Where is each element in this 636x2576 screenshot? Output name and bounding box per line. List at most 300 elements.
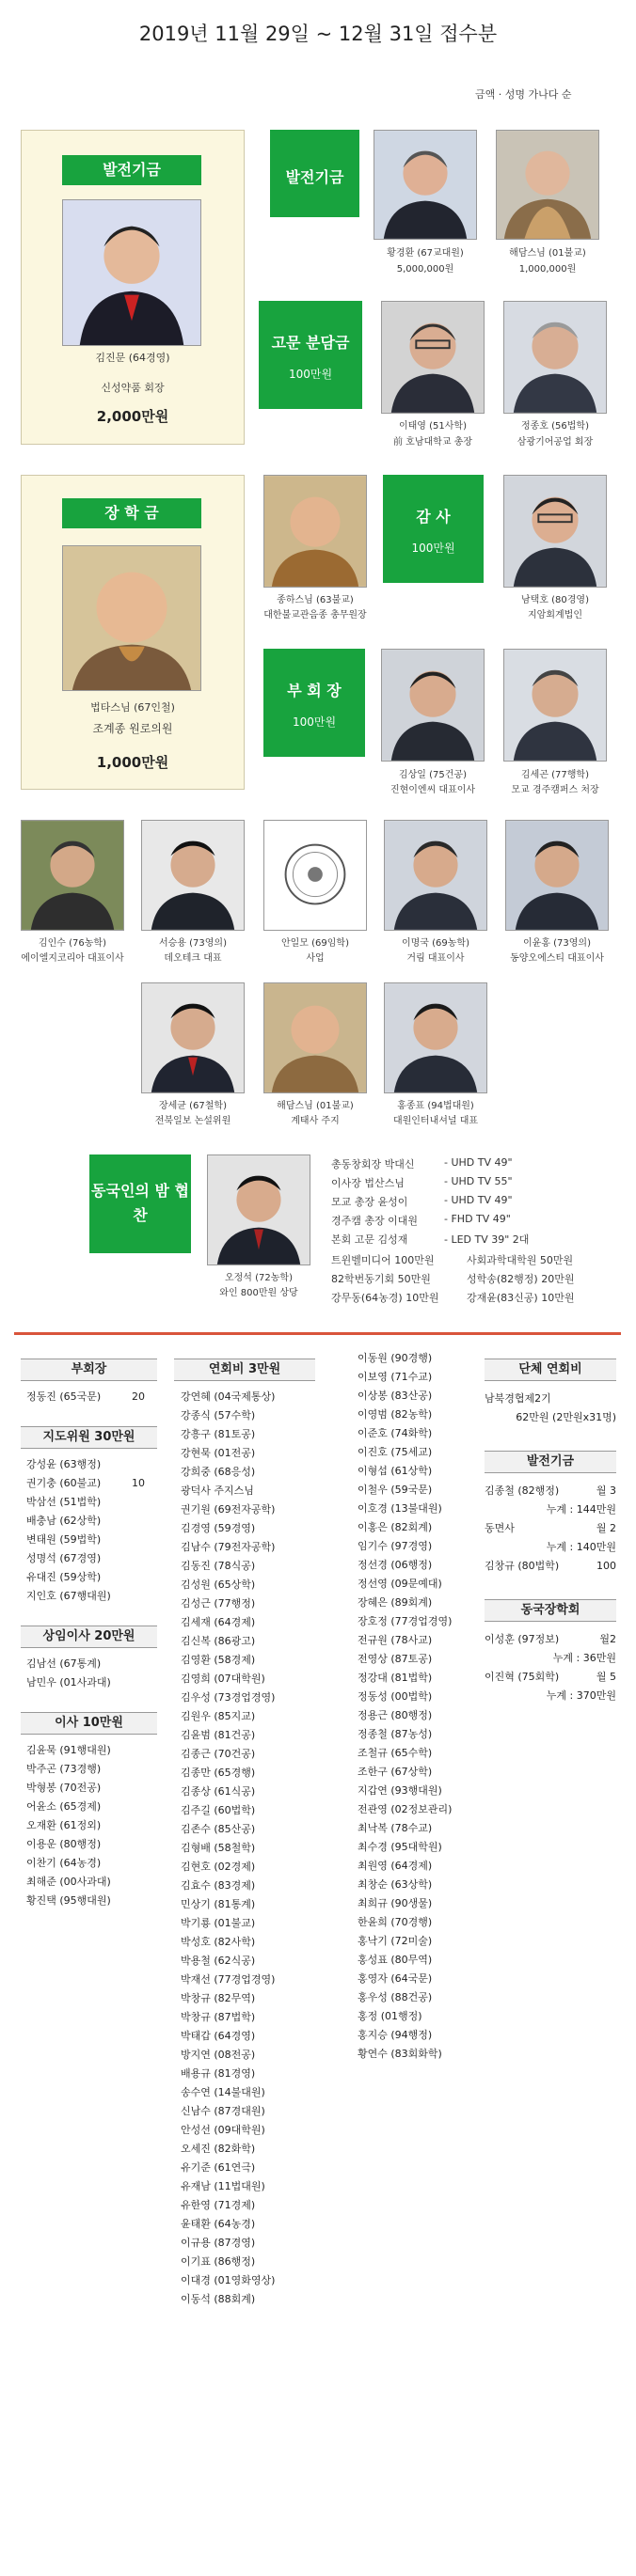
col2-item bbox=[181, 2255, 255, 2269]
col3-item bbox=[358, 1878, 432, 1892]
row-title-1: 에이엘지코리아 대표이사 bbox=[21, 953, 124, 964]
col2-item bbox=[181, 1879, 255, 1893]
col3-item bbox=[358, 2010, 422, 2023]
col3-item-text: 홍우성 (88건공) bbox=[358, 1991, 433, 2003]
col2-item-text: 이동석 (88회계) bbox=[181, 2293, 256, 2305]
col3-item-text: 홍지승 (94행정) bbox=[358, 2029, 433, 2041]
col2-item bbox=[181, 2011, 255, 2024]
col3-item-text: 최낙복 (78수교) bbox=[358, 1822, 433, 1834]
col3-item bbox=[358, 1822, 432, 1835]
col1-item-text: 강성윤 (63행정) bbox=[26, 1458, 102, 1470]
row-portrait-4 bbox=[384, 820, 487, 931]
auditor-portrait bbox=[503, 475, 607, 588]
vp-title-1: 진현이엔씨 대표이사 bbox=[390, 785, 476, 795]
col2-item bbox=[181, 1898, 255, 1911]
col2-item-text: 김성원 (65상학) bbox=[181, 1579, 256, 1591]
col3-item bbox=[358, 1672, 432, 1685]
col2-item-text: 김종만 (65경행) bbox=[181, 1767, 256, 1779]
col3-item-text: 장호정 (77경업경영) bbox=[358, 1615, 453, 1627]
advisors-amount: 100만원 bbox=[288, 368, 333, 381]
col3-item-text: 정종철 (87농성) bbox=[358, 1728, 433, 1740]
col1-item-text: 최해준 (00사과대) bbox=[26, 1876, 111, 1888]
col1-item bbox=[26, 1744, 111, 1757]
advisor-name-1: 이태영 (51사학) bbox=[398, 421, 467, 432]
col1-item bbox=[26, 1782, 101, 1795]
col2-item-text: 강현묵 (01전공) bbox=[181, 1447, 256, 1459]
col2-item-text: 오세진 (82화학) bbox=[181, 2143, 256, 2155]
col2-item-text: 김원우 (85지교) bbox=[181, 1710, 256, 1722]
col1-item-value: 10 bbox=[132, 1477, 145, 1489]
col3-item-text: 정동성 (00법학) bbox=[358, 1690, 433, 1703]
col2-item bbox=[181, 1785, 255, 1798]
col2-item-text: 강종식 (57수학) bbox=[181, 1409, 256, 1422]
col3-item-text: 이형섭 (61상학) bbox=[358, 1465, 433, 1477]
col3-item-text: 정용근 (80행정) bbox=[358, 1709, 433, 1721]
col3-item bbox=[358, 1408, 432, 1422]
col3-item bbox=[358, 1916, 432, 1929]
sponsor-item-1: - UHD TV 49" bbox=[444, 1156, 513, 1169]
col4-row-name bbox=[485, 1633, 559, 1646]
col1-item bbox=[26, 1894, 111, 1908]
col3-item bbox=[358, 1954, 432, 1967]
col2-item-text: 유한영 (71경제) bbox=[181, 2199, 256, 2211]
col2-item-text: 김세재 (64경제) bbox=[181, 1616, 256, 1628]
col3-item bbox=[358, 1972, 432, 1986]
col3-item-text: 홍낙기 (72미술) bbox=[358, 1935, 433, 1947]
featured-name: 김진문 (64경영) bbox=[95, 352, 170, 364]
sponsor-who-3: 모교 총장 윤성이 bbox=[331, 1196, 408, 1208]
col1-item bbox=[26, 1477, 145, 1490]
col1-item bbox=[26, 1533, 101, 1547]
row-title-4: 거림 대표이사 bbox=[406, 953, 465, 964]
col2-item bbox=[181, 2030, 255, 2043]
col2-item bbox=[181, 1522, 255, 1535]
col2-item bbox=[181, 1767, 255, 1780]
col1-item-text: 이찬기 (64농경) bbox=[26, 1857, 102, 1869]
money-row-1a: 트윈벨미디어 100만원 bbox=[331, 1254, 435, 1266]
col2-item bbox=[181, 1428, 255, 1441]
col3-item bbox=[358, 1841, 442, 1854]
col1-item bbox=[26, 1552, 101, 1565]
featured-amount: 2,000만원 bbox=[96, 408, 169, 425]
col3-item-text: 이홍은 (82회계) bbox=[358, 1521, 433, 1533]
col1-item bbox=[26, 1458, 101, 1471]
donor-portrait-1 bbox=[374, 130, 477, 240]
col2-item-text: 김주길 (60법학) bbox=[181, 1804, 256, 1816]
row-name-7: 해담스님 (01불교) bbox=[277, 1101, 354, 1111]
col4-header: 단체 연회비 bbox=[485, 1359, 616, 1381]
row-name-6: 장세균 (67철학) bbox=[158, 1101, 227, 1111]
col4-row-value: 누계 : 36만원 bbox=[552, 1652, 616, 1664]
row-title-2: 데오테크 대표 bbox=[164, 953, 222, 964]
col1-item bbox=[26, 1857, 101, 1870]
col2-item bbox=[181, 2180, 265, 2193]
advisor-portrait-2 bbox=[503, 301, 607, 414]
sort-note: 금액 · 성명 가나다 순 bbox=[475, 88, 572, 101]
sponsor-who-4: 경주캠 총장 이대원 bbox=[331, 1215, 419, 1227]
sponsor-item-5: - LED TV 39" 2대 bbox=[444, 1233, 530, 1246]
col4-row-name-text: 이진혁 (75회학) bbox=[485, 1671, 560, 1683]
col4-row-name-text: 김종철 (82행정) bbox=[485, 1484, 560, 1497]
vice-presidents-box bbox=[263, 649, 365, 757]
vp-name-1: 김상일 (75건공) bbox=[398, 770, 467, 780]
development-fund-box bbox=[270, 130, 359, 217]
col1-item-text: 배충남 (62상학) bbox=[26, 1515, 102, 1527]
col2-item bbox=[181, 1616, 255, 1629]
col4-row-name-text: 남북경협제2기 bbox=[485, 1392, 551, 1405]
row-title-5: 동양오에스티 대표이사 bbox=[510, 953, 604, 964]
col2-item bbox=[181, 1541, 275, 1554]
col2-item-text: 송수연 (14불대원) bbox=[181, 2086, 265, 2098]
col2-item-text: 배용규 (81경영) bbox=[181, 2067, 256, 2080]
col1-item bbox=[26, 1763, 101, 1776]
col1-item-text: 김윤묵 (91행대원) bbox=[26, 1744, 111, 1756]
section-divider bbox=[14, 1332, 621, 1335]
col2-item-text: 윤태환 (64농경) bbox=[181, 2218, 256, 2230]
col1-item bbox=[26, 1800, 101, 1814]
scholarship-monk-name: 종하스님 (63불교) bbox=[277, 595, 354, 605]
advisors-box bbox=[259, 301, 362, 409]
row-name-5: 이윤홍 (73영의) bbox=[522, 938, 591, 949]
col2-item bbox=[181, 1748, 255, 1761]
col2-item bbox=[181, 2199, 255, 2212]
col4-row-value: 62만원 (2만원x31명) bbox=[516, 1411, 616, 1423]
col2-item-text: 김형배 (58철학) bbox=[181, 1842, 256, 1854]
col3-item-text: 전규원 (78사교) bbox=[358, 1634, 433, 1646]
vice-presidents-label: 부 회 장 bbox=[287, 682, 342, 699]
col3-item bbox=[358, 1991, 432, 2004]
col4-row-value: 월2 bbox=[599, 1633, 616, 1645]
col2-item bbox=[181, 1409, 255, 1422]
col1-item bbox=[26, 1571, 101, 1584]
col2-item bbox=[181, 2067, 255, 2081]
vice-presidents-amount: 100만원 bbox=[292, 715, 337, 729]
col2-item-text: 방지연 (08전공) bbox=[181, 2049, 256, 2061]
col1-item-text: 유대진 (59상학) bbox=[26, 1571, 102, 1583]
col2-item bbox=[181, 1729, 255, 1742]
col4-row-name bbox=[485, 1484, 559, 1498]
col2-item bbox=[181, 1390, 275, 1404]
col2-item bbox=[181, 1673, 265, 1686]
col2-item bbox=[181, 1955, 255, 1968]
col4-row-name bbox=[485, 1522, 515, 1535]
col2-item bbox=[181, 1973, 275, 1987]
donor-name-2: 해담스님 (01불교) bbox=[509, 248, 586, 259]
col1-item-text: 박형봉 (70전공) bbox=[26, 1782, 102, 1794]
col3-item bbox=[358, 1390, 432, 1403]
col2-item-text: 김현호 (02경제) bbox=[181, 1861, 256, 1873]
col1-item-text: 박삼선 (51법학) bbox=[26, 1496, 102, 1508]
row-emblem-3 bbox=[263, 820, 367, 931]
col1-header: 부회장 bbox=[21, 1359, 157, 1381]
col4-row-name bbox=[485, 1392, 551, 1406]
col2-item bbox=[181, 1579, 255, 1592]
row-title-3: 사업 bbox=[306, 953, 325, 964]
col1-item bbox=[26, 1590, 111, 1603]
col3-item-text: 이철우 (59국문) bbox=[358, 1484, 433, 1496]
col4-row-value: 누계 : 144만원 bbox=[546, 1503, 616, 1516]
col3-item-text: 이동원 (90경행) bbox=[358, 1352, 433, 1364]
col3-item bbox=[358, 1709, 432, 1722]
col2-item bbox=[181, 2293, 255, 2306]
col2-item-text: 광덕사 주지스님 bbox=[181, 1484, 254, 1497]
col3-item-text: 최원영 (64경제) bbox=[358, 1860, 433, 1872]
col1-header: 이사 10만원 bbox=[21, 1712, 157, 1735]
col3-item-text: 홍성표 (80무역) bbox=[358, 1954, 433, 1966]
col1-item-text: 남민우 (01사과대) bbox=[26, 1676, 111, 1689]
col3-item bbox=[358, 1728, 432, 1741]
col2-item-text: 김존수 (85산공) bbox=[181, 1823, 256, 1835]
col2-item bbox=[181, 1484, 254, 1498]
sponsor-item-4: - FHD TV 49" bbox=[444, 1213, 511, 1225]
money-row-3b: 강재윤(83신공) 10만원 bbox=[467, 1292, 575, 1304]
col1-item bbox=[26, 1876, 111, 1889]
scholarship-monk-portrait bbox=[263, 475, 367, 588]
col4-row-value: 누계 : 140만원 bbox=[546, 1541, 616, 1553]
col3-item-text: 황연수 (83회화학) bbox=[358, 2048, 442, 2060]
col3-item bbox=[358, 2029, 432, 2042]
col2-item-text: 권기원 (69전자공학) bbox=[181, 1503, 276, 1516]
col4-header: 동국장학회 bbox=[485, 1599, 616, 1622]
col2-item bbox=[181, 2049, 255, 2062]
col3-item bbox=[358, 1653, 432, 1666]
col2-item bbox=[181, 2218, 255, 2231]
col2-item bbox=[181, 1560, 255, 1573]
col3-item bbox=[358, 1690, 432, 1704]
col3-item-text: 이준호 (74화학) bbox=[358, 1427, 433, 1439]
col2-item bbox=[181, 1992, 255, 2005]
col4-row-name-text: 동면사 bbox=[485, 1522, 515, 1534]
col3-item bbox=[358, 1935, 432, 1948]
col3-item bbox=[358, 1559, 432, 1572]
dongguk-night-label: 동국인의 밤 협찬 bbox=[91, 1182, 189, 1224]
col3-item bbox=[358, 1521, 432, 1534]
col1-header: 상임이사 20만원 bbox=[21, 1626, 157, 1648]
auditor-name: 남택호 (80경영) bbox=[520, 595, 589, 605]
col3-item-text: 이보영 (71수교) bbox=[358, 1371, 433, 1383]
col3-item-text: 한윤희 (70경행) bbox=[358, 1916, 433, 1928]
col4-row-value: 월 5 bbox=[596, 1671, 616, 1683]
dongguk-night-name: 오정석 (72농학) bbox=[224, 1273, 293, 1283]
col3-item-text: 정선경 (06행정) bbox=[358, 1559, 433, 1571]
col3-item bbox=[358, 1540, 432, 1553]
col2-item-text: 안성선 (09대학원) bbox=[181, 2124, 265, 2136]
col2-item bbox=[181, 1823, 255, 1836]
col3-item-text: 임기수 (97경영) bbox=[358, 1540, 433, 1552]
col1-item-text: 김남선 (67통계) bbox=[26, 1657, 102, 1670]
col2-item-text: 박창규 (82무역) bbox=[181, 1992, 256, 2004]
scholarship-label: 장 학 금 bbox=[62, 498, 201, 528]
col3-item bbox=[358, 1766, 432, 1779]
col4-row-name-text: 김창규 (80법학) bbox=[485, 1560, 560, 1572]
col3-item bbox=[358, 1371, 432, 1384]
row-name-3: 안일모 (69임학) bbox=[280, 938, 349, 949]
donor-amount-1: 5,000,000원 bbox=[396, 264, 454, 275]
col1-item-text: 이용운 (80행정) bbox=[26, 1838, 102, 1850]
auditor-amount: 100만원 bbox=[411, 542, 455, 555]
donor-portrait-2 bbox=[496, 130, 599, 240]
col2-item-text: 유기준 (61연극) bbox=[181, 2161, 256, 2174]
row-name-8: 홍종표 (94법대원) bbox=[397, 1101, 474, 1111]
col3-item bbox=[358, 1747, 432, 1760]
col3-item-text: 조철규 (65수학) bbox=[358, 1747, 433, 1759]
row-portrait-2 bbox=[141, 820, 245, 931]
scholarship-featured-amount: 1,000만원 bbox=[96, 754, 169, 771]
col4-header: 발전기금 bbox=[485, 1451, 616, 1473]
auditor-label: 감 사 bbox=[416, 508, 451, 526]
col2-item-text: 박재선 (77경업경영) bbox=[181, 1973, 276, 1986]
col2-item-text: 김효수 (83경제) bbox=[181, 1879, 256, 1892]
col2-item bbox=[181, 1597, 255, 1610]
vp-portrait-1 bbox=[381, 649, 485, 762]
featured-portrait bbox=[62, 199, 201, 346]
col2-item bbox=[181, 1710, 255, 1723]
advisor-title-2: 삼광기어공업 회장 bbox=[517, 437, 594, 448]
col1-item-text: 변태원 (59법학) bbox=[26, 1533, 102, 1546]
col2-item-text: 김종근 (70건공) bbox=[181, 1748, 256, 1760]
col4-row-value: 100 bbox=[596, 1560, 616, 1572]
development-fund-label: 발전기금 bbox=[62, 155, 201, 185]
vp-name-2: 김세곤 (77행학) bbox=[520, 770, 589, 780]
scholarship-portrait bbox=[62, 545, 201, 691]
sponsor-who-5: 본회 고문 김성재 bbox=[331, 1233, 408, 1246]
col1-item bbox=[26, 1657, 101, 1671]
development-fund-box-label: 발전기금 bbox=[285, 168, 344, 186]
advisor-name-2: 정종호 (56법학) bbox=[520, 421, 589, 432]
row-title-7: 계태사 주지 bbox=[291, 1116, 340, 1126]
col2-item-text: 박기룡 (01불교) bbox=[181, 1917, 256, 1929]
row-portrait-7 bbox=[263, 982, 367, 1093]
col3-item-text: 최창순 (63상학) bbox=[358, 1878, 433, 1891]
col1-item-text: 성명석 (67경영) bbox=[26, 1552, 102, 1564]
advisors-label: 고문 분담금 bbox=[271, 334, 350, 352]
money-row-3a: 강무동(64농경) 10만원 bbox=[331, 1292, 439, 1304]
col2-item-text: 김영희 (07대학원) bbox=[181, 1673, 265, 1685]
col3-item bbox=[358, 1446, 432, 1459]
col1-header: 지도위원 30만원 bbox=[21, 1426, 157, 1449]
col4-row-value: 월 2 bbox=[596, 1522, 616, 1534]
col3-item bbox=[358, 1634, 432, 1647]
col2-item-text: 강희중 (68응성) bbox=[181, 1466, 256, 1478]
col3-item bbox=[358, 1427, 432, 1440]
auditor-box bbox=[383, 475, 484, 583]
col3-item-text: 전영상 (87토공) bbox=[358, 1653, 433, 1665]
col2-item-text: 김동진 (78식공) bbox=[181, 1560, 256, 1572]
col3-item-text: 정선영 (09문예대) bbox=[358, 1578, 442, 1590]
col1-item-value: 20 bbox=[132, 1390, 145, 1403]
col1-item bbox=[26, 1819, 101, 1832]
col2-item-text: 민상기 (81통계) bbox=[181, 1898, 256, 1910]
money-row-1b: 사회과학대학원 50만원 bbox=[467, 1254, 574, 1266]
col2-item bbox=[181, 1936, 255, 1949]
row-name-1: 김인수 (76농학) bbox=[38, 938, 106, 949]
scholarship-featured-name: 법타스님 (67인철) bbox=[90, 701, 175, 714]
col2-item bbox=[181, 1861, 255, 1874]
dongguk-night-title: 와인 800만원 상당 bbox=[219, 1288, 298, 1298]
row-portrait-6 bbox=[141, 982, 245, 1093]
col1-item-text: 권기충 (60불교) bbox=[26, 1477, 102, 1489]
sponsor-who-1: 총동창회장 박대신 bbox=[331, 1158, 415, 1170]
col2-item bbox=[181, 1691, 275, 1704]
col2-item-text: 이규용 (87경영) bbox=[181, 2237, 256, 2249]
col3-item bbox=[358, 1484, 432, 1497]
col1-item-text: 어윤소 (65경제) bbox=[26, 1800, 102, 1813]
col3-item bbox=[358, 1352, 432, 1365]
col1-item-text: 박주곤 (73경행) bbox=[26, 1763, 102, 1775]
vp-title-2: 모교 경주캠퍼스 처장 bbox=[511, 785, 599, 795]
col3-item bbox=[358, 1803, 452, 1816]
col2-item-text: 김영환 (58경제) bbox=[181, 1654, 256, 1666]
col2-item bbox=[181, 1804, 255, 1817]
col3-item-text: 전관영 (02정보관리) bbox=[358, 1803, 453, 1815]
col2-item bbox=[181, 2161, 255, 2175]
col3-item-text: 이호경 (13불대원) bbox=[358, 1502, 442, 1515]
col4-row-name bbox=[485, 1671, 559, 1684]
col2-item-text: 이기표 (86행정) bbox=[181, 2255, 256, 2268]
sponsor-item-3: - UHD TV 49" bbox=[444, 1194, 513, 1206]
col2-item-text: 박창규 (87법학) bbox=[181, 2011, 256, 2023]
col2-item bbox=[181, 1917, 255, 1930]
col3-item bbox=[358, 1860, 432, 1873]
scholarship-featured-title: 조계종 원로의원 bbox=[92, 722, 173, 735]
col3-item bbox=[358, 1502, 442, 1516]
col2-item-text: 김윤범 (81건공) bbox=[181, 1729, 256, 1741]
col2-item bbox=[181, 2143, 255, 2156]
col1-item bbox=[26, 1496, 101, 1509]
col4-row-name-text: 이성훈 (97정보) bbox=[485, 1633, 560, 1645]
col2-item bbox=[181, 2086, 265, 2099]
col2-item bbox=[181, 2274, 275, 2287]
col4-row-value: 월 3 bbox=[596, 1484, 616, 1497]
col3-item bbox=[358, 1784, 442, 1798]
scholarship-monk-title: 대한불교관음종 총무원장 bbox=[263, 610, 367, 620]
donor-name-1: 황경환 (67교대원) bbox=[387, 248, 464, 259]
donor-amount-2: 1,000,000원 bbox=[518, 264, 577, 275]
col1-item bbox=[26, 1676, 111, 1689]
row-name-2: 서승용 (73영의) bbox=[158, 938, 227, 949]
col2-item-text: 김성근 (77행정) bbox=[181, 1597, 256, 1610]
col1-item-text: 지인호 (67행대원) bbox=[26, 1590, 111, 1602]
col3-item-text: 지갑연 (93행대원) bbox=[358, 1784, 442, 1797]
sponsor-item-2: - UHD TV 55" bbox=[444, 1175, 513, 1187]
col3-item-text: 홍영자 (64국문) bbox=[358, 1972, 433, 1985]
row-portrait-5 bbox=[505, 820, 609, 931]
col2-item bbox=[181, 1447, 255, 1460]
dongguk-night-portrait bbox=[207, 1154, 310, 1265]
col2-item-text: 박성호 (82사학) bbox=[181, 1936, 256, 1948]
col2-item-text: 강연혜 (04국제통상) bbox=[181, 1390, 276, 1403]
auditor-title: 지암회계법인 bbox=[528, 610, 582, 620]
col1-item-text: 오재환 (61정외) bbox=[26, 1819, 102, 1831]
col2-item-text: 박용철 (62식공) bbox=[181, 1955, 256, 1967]
col3-item-text: 정강대 (81법학) bbox=[358, 1672, 433, 1684]
sponsor-who-2: 이사장 법산스님 bbox=[331, 1177, 405, 1189]
col3-item bbox=[358, 1596, 432, 1610]
vp-portrait-2 bbox=[503, 649, 607, 762]
col4-row-value: 누계 : 370만원 bbox=[546, 1689, 616, 1702]
col2-item bbox=[181, 1503, 275, 1516]
money-row-2a: 82학번동기회 50만원 bbox=[331, 1273, 431, 1285]
money-row-2b: 성학송(82행정) 20만원 bbox=[467, 1273, 575, 1285]
col2-item bbox=[181, 1842, 255, 1855]
row-title-8: 대원인터내셔널 대표 bbox=[392, 1116, 479, 1126]
col2-item-text: 유재남 (11법대원) bbox=[181, 2180, 265, 2192]
col3-item bbox=[358, 1897, 432, 1910]
col1-item bbox=[26, 1390, 145, 1404]
col2-item-text: 김종상 (61식공) bbox=[181, 1785, 256, 1798]
col3-item bbox=[358, 2048, 442, 2061]
col1-item-text: 정동진 (65국문) bbox=[26, 1390, 102, 1403]
